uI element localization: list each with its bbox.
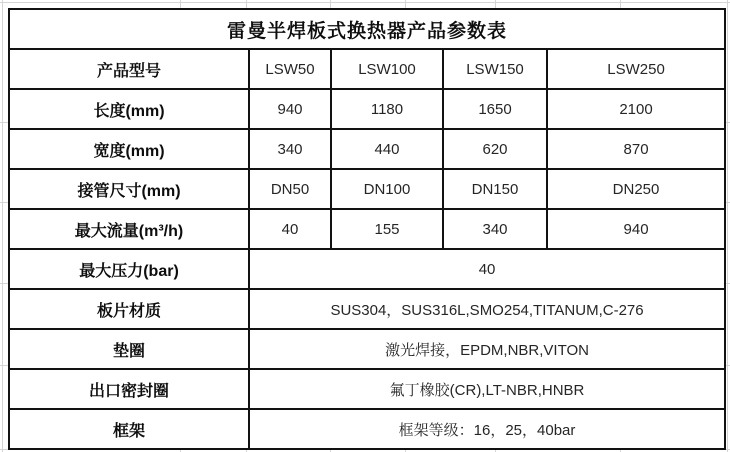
width-cell: 620	[443, 129, 547, 169]
row-label-length: 长度(mm)	[9, 89, 249, 129]
nozzle-cell: DN50	[249, 169, 331, 209]
nozzle-cell: DN150	[443, 169, 547, 209]
row-label-width: 宽度(mm)	[9, 129, 249, 169]
model-cell-lsw100: LSW100	[331, 49, 443, 89]
product-parameter-table	[8, 8, 726, 450]
spec-row-max-flow	[9, 209, 725, 249]
max-flow-cell: 940	[547, 209, 725, 249]
row-label-plate-material: 板片材质	[9, 289, 249, 329]
length-cell: 2100	[547, 89, 725, 129]
model-row	[9, 49, 725, 89]
max-pressure-cell: 40	[249, 249, 725, 289]
row-label-frame: 框架	[9, 409, 249, 449]
spec-row-nozzle-size	[9, 169, 725, 209]
gasket-cell: 激光焊接，EPDM,NBR,VITON	[249, 329, 725, 369]
model-cell-lsw250: LSW250	[547, 49, 725, 89]
row-label-nozzle-size: 接管尺寸(mm)	[9, 169, 249, 209]
row-label-gasket: 垫圈	[9, 329, 249, 369]
row-label-outlet-seal: 出口密封圈	[9, 369, 249, 409]
spec-row-frame	[9, 409, 725, 449]
nozzle-cell: DN250	[547, 169, 725, 209]
row-label-max-flow: 最大流量(m³/h)	[9, 209, 249, 249]
width-cell: 440	[331, 129, 443, 169]
frame-cell: 框架等级：16，25，40bar	[249, 409, 725, 449]
sheet-gridline-vertical	[727, 0, 728, 452]
nozzle-cell: DN100	[331, 169, 443, 209]
title-row	[9, 9, 725, 49]
width-cell: 340	[249, 129, 331, 169]
spec-row-gasket	[9, 329, 725, 369]
sheet-gridline-vertical	[2, 0, 3, 452]
length-cell: 1650	[443, 89, 547, 129]
max-flow-cell: 155	[331, 209, 443, 249]
spec-row-max-pressure	[9, 249, 725, 289]
row-label-model: 产品型号	[9, 49, 249, 89]
max-flow-cell: 40	[249, 209, 331, 249]
model-cell-lsw150: LSW150	[443, 49, 547, 89]
max-flow-cell: 340	[443, 209, 547, 249]
row-label-max-pressure: 最大压力(bar)	[9, 249, 249, 289]
plate-material-cell: SUS304，SUS316L,SMO254,TITANUM,C-276	[249, 289, 725, 329]
model-cell-lsw50: LSW50	[249, 49, 331, 89]
spec-row-length	[9, 89, 725, 129]
length-cell: 1180	[331, 89, 443, 129]
spec-row-outlet-seal	[9, 369, 725, 409]
width-cell: 870	[547, 129, 725, 169]
spec-row-plate-material	[9, 289, 725, 329]
length-cell: 940	[249, 89, 331, 129]
spec-row-width	[9, 129, 725, 169]
table-title: 雷曼半焊板式换热器产品参数表	[9, 9, 725, 49]
outlet-seal-cell: 氟丁橡胶(CR),LT-NBR,HNBR	[249, 369, 725, 409]
